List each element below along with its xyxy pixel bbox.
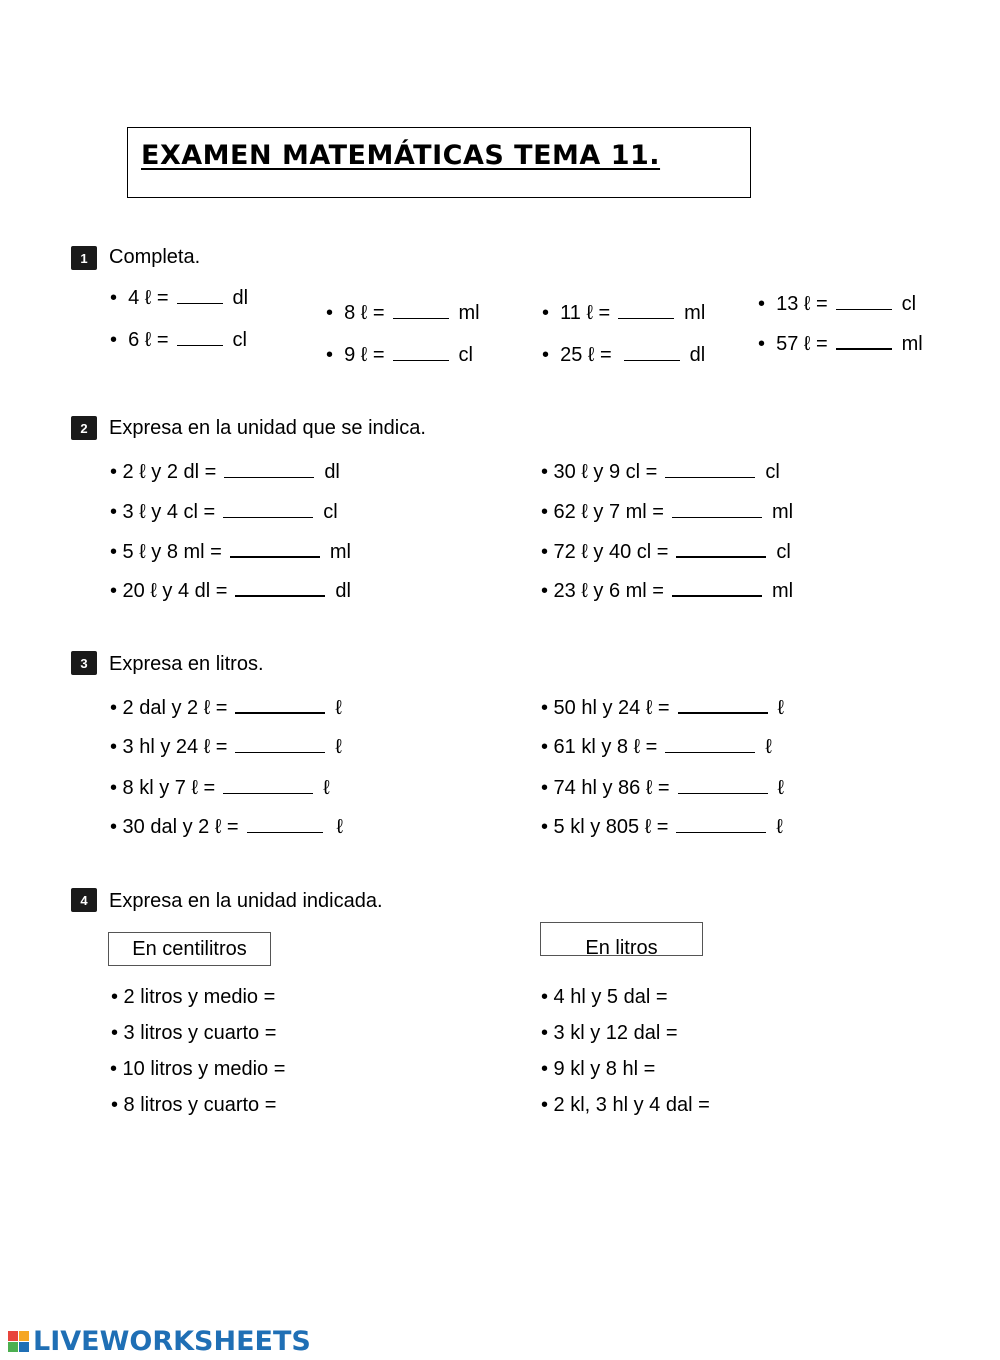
answer-blank[interactable] bbox=[177, 302, 223, 304]
s3-item: • 2 dal y 2 ℓ = ℓ bbox=[110, 697, 342, 719]
section-4-heading: Expresa en la unidad indicada. bbox=[109, 890, 383, 912]
s3-item: • 5 kl y 805 ℓ = ℓ bbox=[541, 816, 783, 838]
s3-item: • 61 kl y 8 ℓ = ℓ bbox=[541, 736, 772, 758]
answer-blank[interactable] bbox=[224, 476, 314, 478]
centiliters-label-box: En centilitros bbox=[108, 932, 271, 966]
section-3-heading: Expresa en litros. bbox=[109, 653, 264, 675]
s4-item: • 8 litros y cuarto = bbox=[111, 1094, 277, 1116]
s3-item: • 30 dal y 2 ℓ = ℓ bbox=[110, 816, 344, 838]
s1-item: • 8 ℓ = ml bbox=[326, 302, 480, 324]
page-title: EXAMEN MATEMÁTICAS TEMA 11. bbox=[141, 140, 661, 171]
s2-item: • 72 ℓ y 40 cl = cl bbox=[541, 541, 791, 563]
s4-item: • 3 litros y cuarto = bbox=[111, 1022, 277, 1044]
title-box bbox=[127, 127, 751, 198]
logo-icon bbox=[8, 1331, 29, 1352]
section-4-number: 4 bbox=[71, 888, 97, 912]
liters-label-box: En litros bbox=[540, 922, 703, 956]
s4-item: • 4 hl y 5 dal = bbox=[541, 986, 668, 1008]
section-1-number: 1 bbox=[71, 246, 97, 270]
s4-item: • 2 kl, 3 hl y 4 dal = bbox=[541, 1094, 710, 1116]
logo-text: LIVEWORKSHEETS bbox=[33, 1326, 311, 1357]
answer-blank[interactable] bbox=[836, 347, 892, 350]
answer-blank[interactable] bbox=[665, 751, 755, 753]
s3-item: • 50 hl y 24 ℓ = ℓ bbox=[541, 697, 785, 719]
answer-blank[interactable] bbox=[678, 792, 768, 794]
liveworksheets-logo[interactable] bbox=[8, 1326, 311, 1357]
s3-item: • 8 kl y 7 ℓ = ℓ bbox=[110, 777, 330, 799]
answer-blank[interactable] bbox=[235, 711, 325, 714]
s4-item: • 10 litros y medio = bbox=[110, 1058, 286, 1080]
answer-blank[interactable] bbox=[672, 516, 762, 518]
answer-blank[interactable] bbox=[672, 594, 762, 597]
answer-blank[interactable] bbox=[230, 555, 320, 558]
s3-item: • 3 hl y 24 ℓ = ℓ bbox=[110, 736, 342, 758]
answer-blank[interactable] bbox=[247, 831, 323, 833]
answer-blank[interactable] bbox=[393, 359, 449, 361]
s1-item: • 13 ℓ = cl bbox=[758, 293, 917, 315]
s1-item: • 6 ℓ = cl bbox=[110, 329, 247, 351]
answer-blank[interactable] bbox=[624, 359, 680, 361]
answer-blank[interactable] bbox=[676, 555, 766, 558]
section-2-heading: Expresa en la unidad que se indica. bbox=[109, 417, 426, 439]
s2-item: • 23 ℓ y 6 ml = ml bbox=[541, 580, 794, 602]
s1-item: • 57 ℓ = ml bbox=[758, 333, 923, 355]
answer-blank[interactable] bbox=[393, 317, 449, 319]
answer-blank[interactable] bbox=[177, 344, 223, 346]
s2-item: • 3 ℓ y 4 cl = cl bbox=[110, 501, 338, 523]
s2-item: • 5 ℓ y 8 ml = ml bbox=[110, 541, 351, 563]
section-3-number: 3 bbox=[71, 651, 97, 675]
answer-blank[interactable] bbox=[618, 317, 674, 319]
s4-item: • 2 litros y medio = bbox=[111, 986, 276, 1008]
answer-blank[interactable] bbox=[665, 476, 755, 478]
answer-blank[interactable] bbox=[836, 308, 892, 310]
answer-blank[interactable] bbox=[235, 751, 325, 753]
answer-blank[interactable] bbox=[223, 516, 313, 518]
answer-blank[interactable] bbox=[223, 792, 313, 794]
s3-item: • 74 hl y 86 ℓ = ℓ bbox=[541, 777, 785, 799]
s2-item: • 30 ℓ y 9 cl = cl bbox=[541, 461, 780, 483]
section-2-number: 2 bbox=[71, 416, 97, 440]
s1-item: • 25 ℓ = dl bbox=[542, 344, 706, 366]
s4-item: • 3 kl y 12 dal = bbox=[541, 1022, 678, 1044]
s1-item: • 11 ℓ = ml bbox=[542, 302, 706, 324]
answer-blank[interactable] bbox=[676, 831, 766, 833]
section-1-heading: Completa. bbox=[109, 246, 201, 268]
s2-item: • 20 ℓ y 4 dl = dl bbox=[110, 580, 351, 602]
answer-blank[interactable] bbox=[678, 711, 768, 714]
s2-item: • 2 ℓ y 2 dl = dl bbox=[110, 461, 340, 483]
s2-item: • 62 ℓ y 7 ml = ml bbox=[541, 501, 794, 523]
s4-item: • 9 kl y 8 hl = bbox=[541, 1058, 656, 1080]
s1-item: • 9 ℓ = cl bbox=[326, 344, 473, 366]
s1-item: • 4 ℓ = dl bbox=[110, 287, 249, 309]
answer-blank[interactable] bbox=[235, 594, 325, 597]
